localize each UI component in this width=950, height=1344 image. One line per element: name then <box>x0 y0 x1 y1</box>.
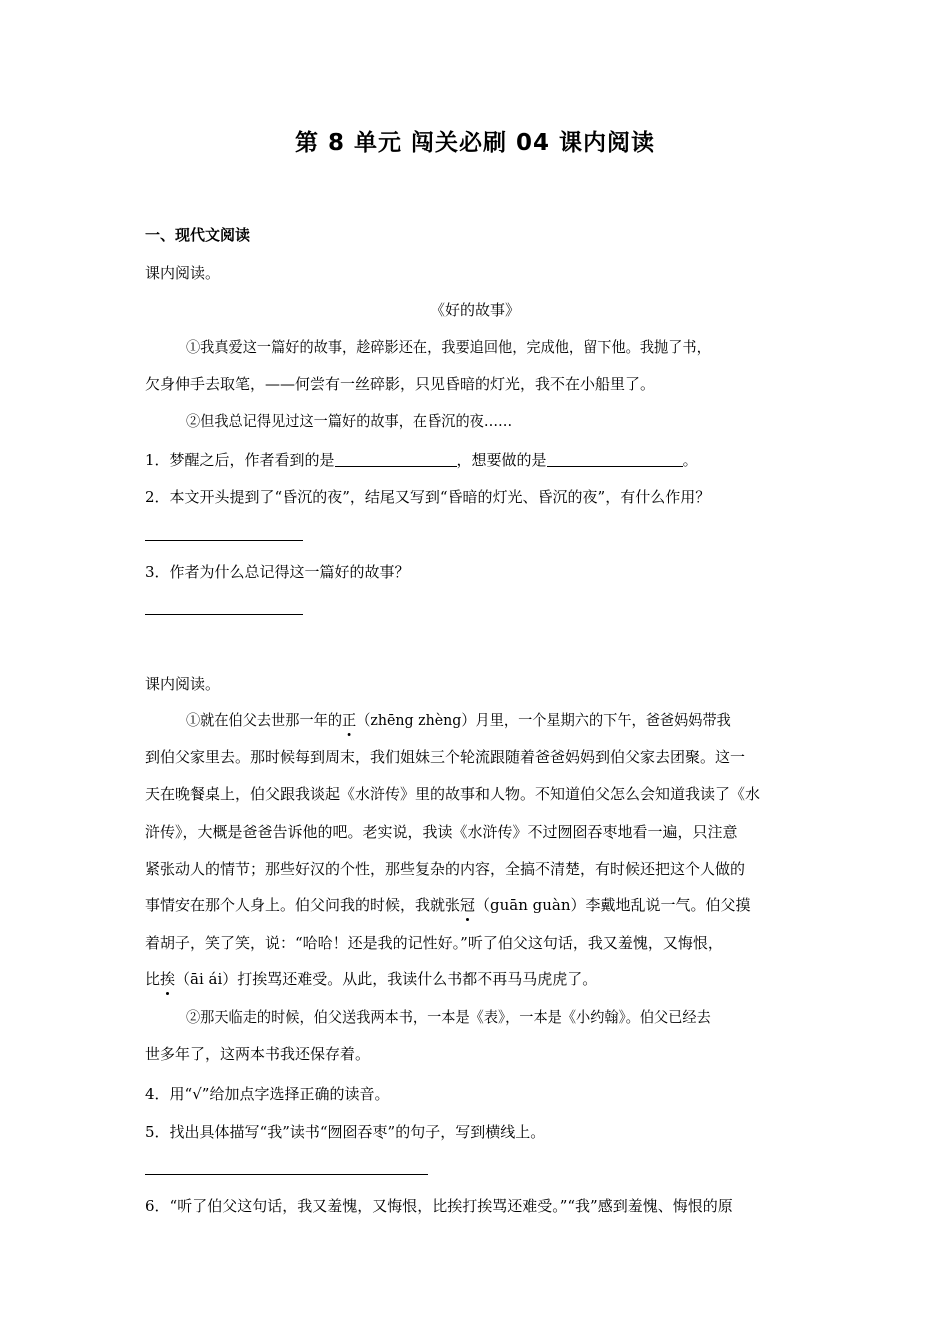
page-title: 第 8 单元 闯关必刷 04 课内阅读 <box>294 130 656 156</box>
reading-intro: 课内阅读。 <box>145 264 221 282</box>
answer-blank[interactable] <box>335 450 457 467</box>
question-3: 3．作者为什么总记得这一篇好的故事？ <box>145 563 410 581</box>
section-heading: 一、现代文阅读 <box>145 226 251 244</box>
question-6: 6．“听了伯父这句话，我又羞愧，又悔恨，比挨打挨骂还难受。”“我”感到羞愧、悔恨的原 <box>145 1197 733 1215</box>
reading-intro: 课内阅读。 <box>145 675 221 693</box>
passage-paragraph-line: 欠身伸手去取笔，——何尝有一丝碎影，只见昏暗的灯光，我不在小船里了。 <box>145 375 656 393</box>
passage-paragraph-line <box>145 894 805 915</box>
passage-paragraph-line: 着胡子，笑了笑，说：“哈哈！还是我的记性好。”听了伯父这句话，我又羞愧，又悔恨， <box>145 934 723 952</box>
passage-paragraph-line: 到伯父家里去。那时候每到周末，我们姐妹三个轮流跟随着爸爸妈妈到伯父家去团聚。这一 <box>145 748 746 766</box>
passage-text: （āi ái）打挨骂还难受。从此，我读什么书都不再马马虎虎了。 <box>175 970 598 988</box>
passage-paragraph-line: 世多年了，这两本书我还保存着。 <box>145 1045 371 1063</box>
dotted-character: 冠 <box>460 896 476 914</box>
question-5: 5．找出具体描写“我”读书“囫囵吞枣”的句子，写到横线上。 <box>145 1123 546 1141</box>
dotted-character: 正 <box>342 711 357 729</box>
question-4: 4．用“√”给加点字选择正确的读音。 <box>145 1085 390 1103</box>
question-1 <box>145 449 698 470</box>
passage-text: （zhēng zhèng）月里，一个星期六的下午，爸爸妈妈带我 <box>356 711 731 729</box>
passage-text: ①就在伯父去世那一年的 <box>186 711 343 729</box>
answer-line[interactable] <box>145 1174 428 1175</box>
passage-paragraph-line: ①我真爱这一篇好的故事，趁碎影还在，我要追回他，完成他，留下他。我抛了书， <box>186 338 711 356</box>
passage-paragraph-line: 紧张动人的情节；那些好汉的个性，那些复杂的内容，全搞不清楚，有时候还把这个人做的 <box>145 860 746 878</box>
answer-line[interactable] <box>145 614 303 615</box>
dotted-character: 挨 <box>160 970 176 988</box>
passage-text: 事情安在那个人身上。伯父问我的时候，我就张 <box>145 896 461 914</box>
answer-line[interactable] <box>145 540 303 541</box>
passage-text: （guān guàn）李戴地乱说一气。伯父摸 <box>475 896 751 914</box>
passage-paragraph-line: ②但我总记得见过这一篇好的故事，在昏沉的夜…… <box>186 412 513 430</box>
question-text: 。 <box>682 451 698 469</box>
passage-title: 《好的故事》 <box>429 301 520 319</box>
answer-blank[interactable] <box>547 450 683 467</box>
passage-paragraph-line <box>145 968 805 989</box>
passage-paragraph-line: ②那天临走的时候，伯父送我两本书，一本是《表》，一本是《小约翰》。伯父已经去 <box>186 1008 711 1026</box>
passage-paragraph-line: 浒传》，大概是爸爸告诉他的吧。老实说，我读《水浒传》不过囫囵吞枣地看一遍，只注意 <box>145 823 738 841</box>
question-text: 1．梦醒之后，作者看到的是 <box>145 451 335 469</box>
question-text: ，想要做的是 <box>456 451 547 469</box>
question-2: 2．本文开头提到了“昏沉的夜”，结尾又写到“昏暗的灯光、昏沉的夜”，有什么作用？ <box>145 488 711 506</box>
passage-text: 比 <box>145 970 161 988</box>
passage-paragraph-line: 天在晚餐桌上，伯父跟我谈起《水浒传》里的故事和人物。不知道伯父怎么会知道我读了《水 <box>145 785 761 803</box>
passage-paragraph-line <box>186 709 810 730</box>
